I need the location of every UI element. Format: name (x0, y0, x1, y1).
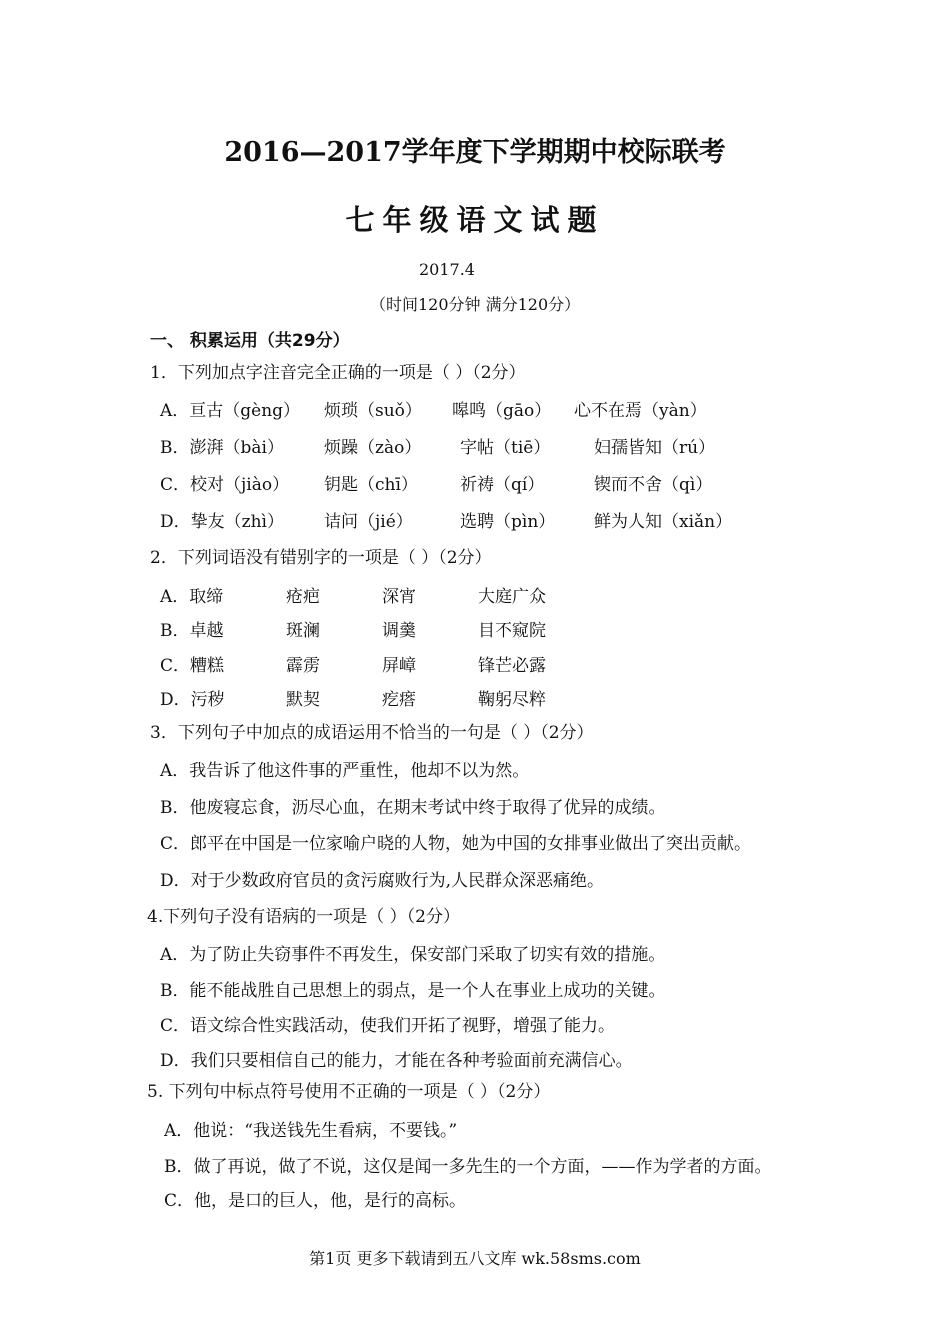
question-1-stem: 1．下列加点字注音完全正确的一项是（ ）（2分） (150, 363, 526, 383)
q5-option-b: B．做了再说，做了不说，这仅是闻一多先生的一个方面，——作为学者的方面。 (164, 1157, 772, 1177)
q2-option-c-1: C．糟糕 (160, 656, 225, 676)
q2-option-d-3: 疙瘩 (382, 690, 416, 710)
q1-option-c-2: 钥匙（chī） (324, 475, 418, 495)
q1-option-b-4: 妇孺皆知（rú） (594, 438, 716, 458)
q3-option-c: C．郎平在中国是一位家喻户晓的人物，她为中国的女排事业做出了突出贡献。 (160, 834, 752, 854)
section-heading: 一、 积累运用（共29分） (150, 331, 350, 351)
q1-option-a-1: A．亘古（gèng） (160, 401, 301, 421)
question-3-stem: 3．下列句子中加点的成语运用不恰当的一句是（ ）（2分） (150, 723, 594, 743)
q1-option-c-4: 锲而不舍（qì） (594, 475, 713, 495)
q2-option-b-1: B．卓越 (160, 621, 224, 641)
q1-option-d-4: 鲜为人知（xiǎn） (594, 512, 733, 532)
q2-option-d-2: 默契 (286, 690, 320, 710)
q3-option-a: A．我告诉了他这件事的严重性，他却不以为然。 (160, 761, 530, 781)
exam-subtitle: 七年级语文试题 (345, 203, 605, 237)
q2-option-c-4: 锋芒必露 (478, 656, 546, 676)
q4-option-b: B．能不能战胜自己思想上的弱点，是一个人在事业上成功的关键。 (160, 981, 666, 1001)
q1-option-b-2: 烦躁（zào） (324, 438, 422, 458)
question-2-stem: 2．下列词语没有错别字的一项是（ ）（2分） (150, 548, 492, 568)
q3-option-d: D．对于少数政府官员的贪污腐败行为,人民群众深恶痛绝。 (160, 871, 605, 891)
q4-option-a: A．为了防止失窃事件不再发生，保安部门采取了切实有效的措施。 (160, 945, 666, 965)
q2-option-d-4: 鞠躬尽粹 (478, 690, 546, 710)
q5-option-c: C．他，是口的巨人，他，是行的高标。 (164, 1191, 467, 1211)
exam-title: 2016—2017学年度下学期期中校际联考 (224, 137, 726, 168)
q1-option-c-3: 祈祷（qí） (460, 475, 545, 495)
q1-option-a-3: 嗥鸣（gāo） (452, 401, 552, 421)
q2-option-c-2: 霹雳 (286, 656, 320, 676)
q1-option-a-4: 心不在焉（yàn） (574, 401, 707, 421)
q2-option-a-1: A．取缔 (160, 587, 224, 607)
q2-option-a-4: 大庭广众 (478, 587, 546, 607)
q2-option-b-3: 调羹 (382, 621, 416, 641)
q3-option-b: B．他废寝忘食，沥尽心血，在期末考试中终于取得了优异的成绩。 (160, 798, 666, 818)
q5-option-a: A．他说：“我送钱先生看病，不要钱。” (164, 1121, 458, 1141)
page-footer: 第1页 更多下载请到五八文库 wk.58sms.com (309, 1249, 641, 1268)
q1-option-d-1: D．挚友（zhì） (160, 512, 284, 532)
q2-option-a-3: 深宵 (382, 587, 416, 607)
exam-date: 2017.4 (419, 260, 475, 279)
question-4-stem: 4.下列句子没有语病的一项是（ ）（2分） (147, 907, 460, 927)
question-5-stem: 5. 下列句中标点符号使用不正确的一项是（ ）（2分） (147, 1082, 551, 1102)
q2-option-b-4: 目不窥院 (478, 621, 546, 641)
q1-option-b-3: 字帖（tiē） (460, 438, 551, 458)
q2-option-a-2: 疮疤 (286, 587, 320, 607)
q2-option-b-2: 斑澜 (286, 621, 320, 641)
q1-option-a-2: 烦琐（suǒ） (324, 401, 422, 421)
q1-option-d-3: 选聘（pìn） (460, 512, 556, 532)
q1-option-b-1: B．澎湃（bài） (160, 438, 284, 458)
q4-option-d: D．我们只要相信自己的能力，才能在各种考验面前充满信心。 (160, 1051, 633, 1071)
q1-option-d-2: 诘问（jié） (324, 512, 413, 532)
q2-option-c-3: 屏嶂 (382, 656, 416, 676)
exam-time-info: （时间120分钟 满分120分） (370, 295, 581, 314)
q2-option-d-1: D．污秽 (160, 690, 225, 710)
q4-option-c: C．语文综合性实践活动，使我们开拓了视野，增强了能力。 (160, 1016, 616, 1036)
q1-option-c-1: C．校对（jiào） (160, 475, 290, 495)
